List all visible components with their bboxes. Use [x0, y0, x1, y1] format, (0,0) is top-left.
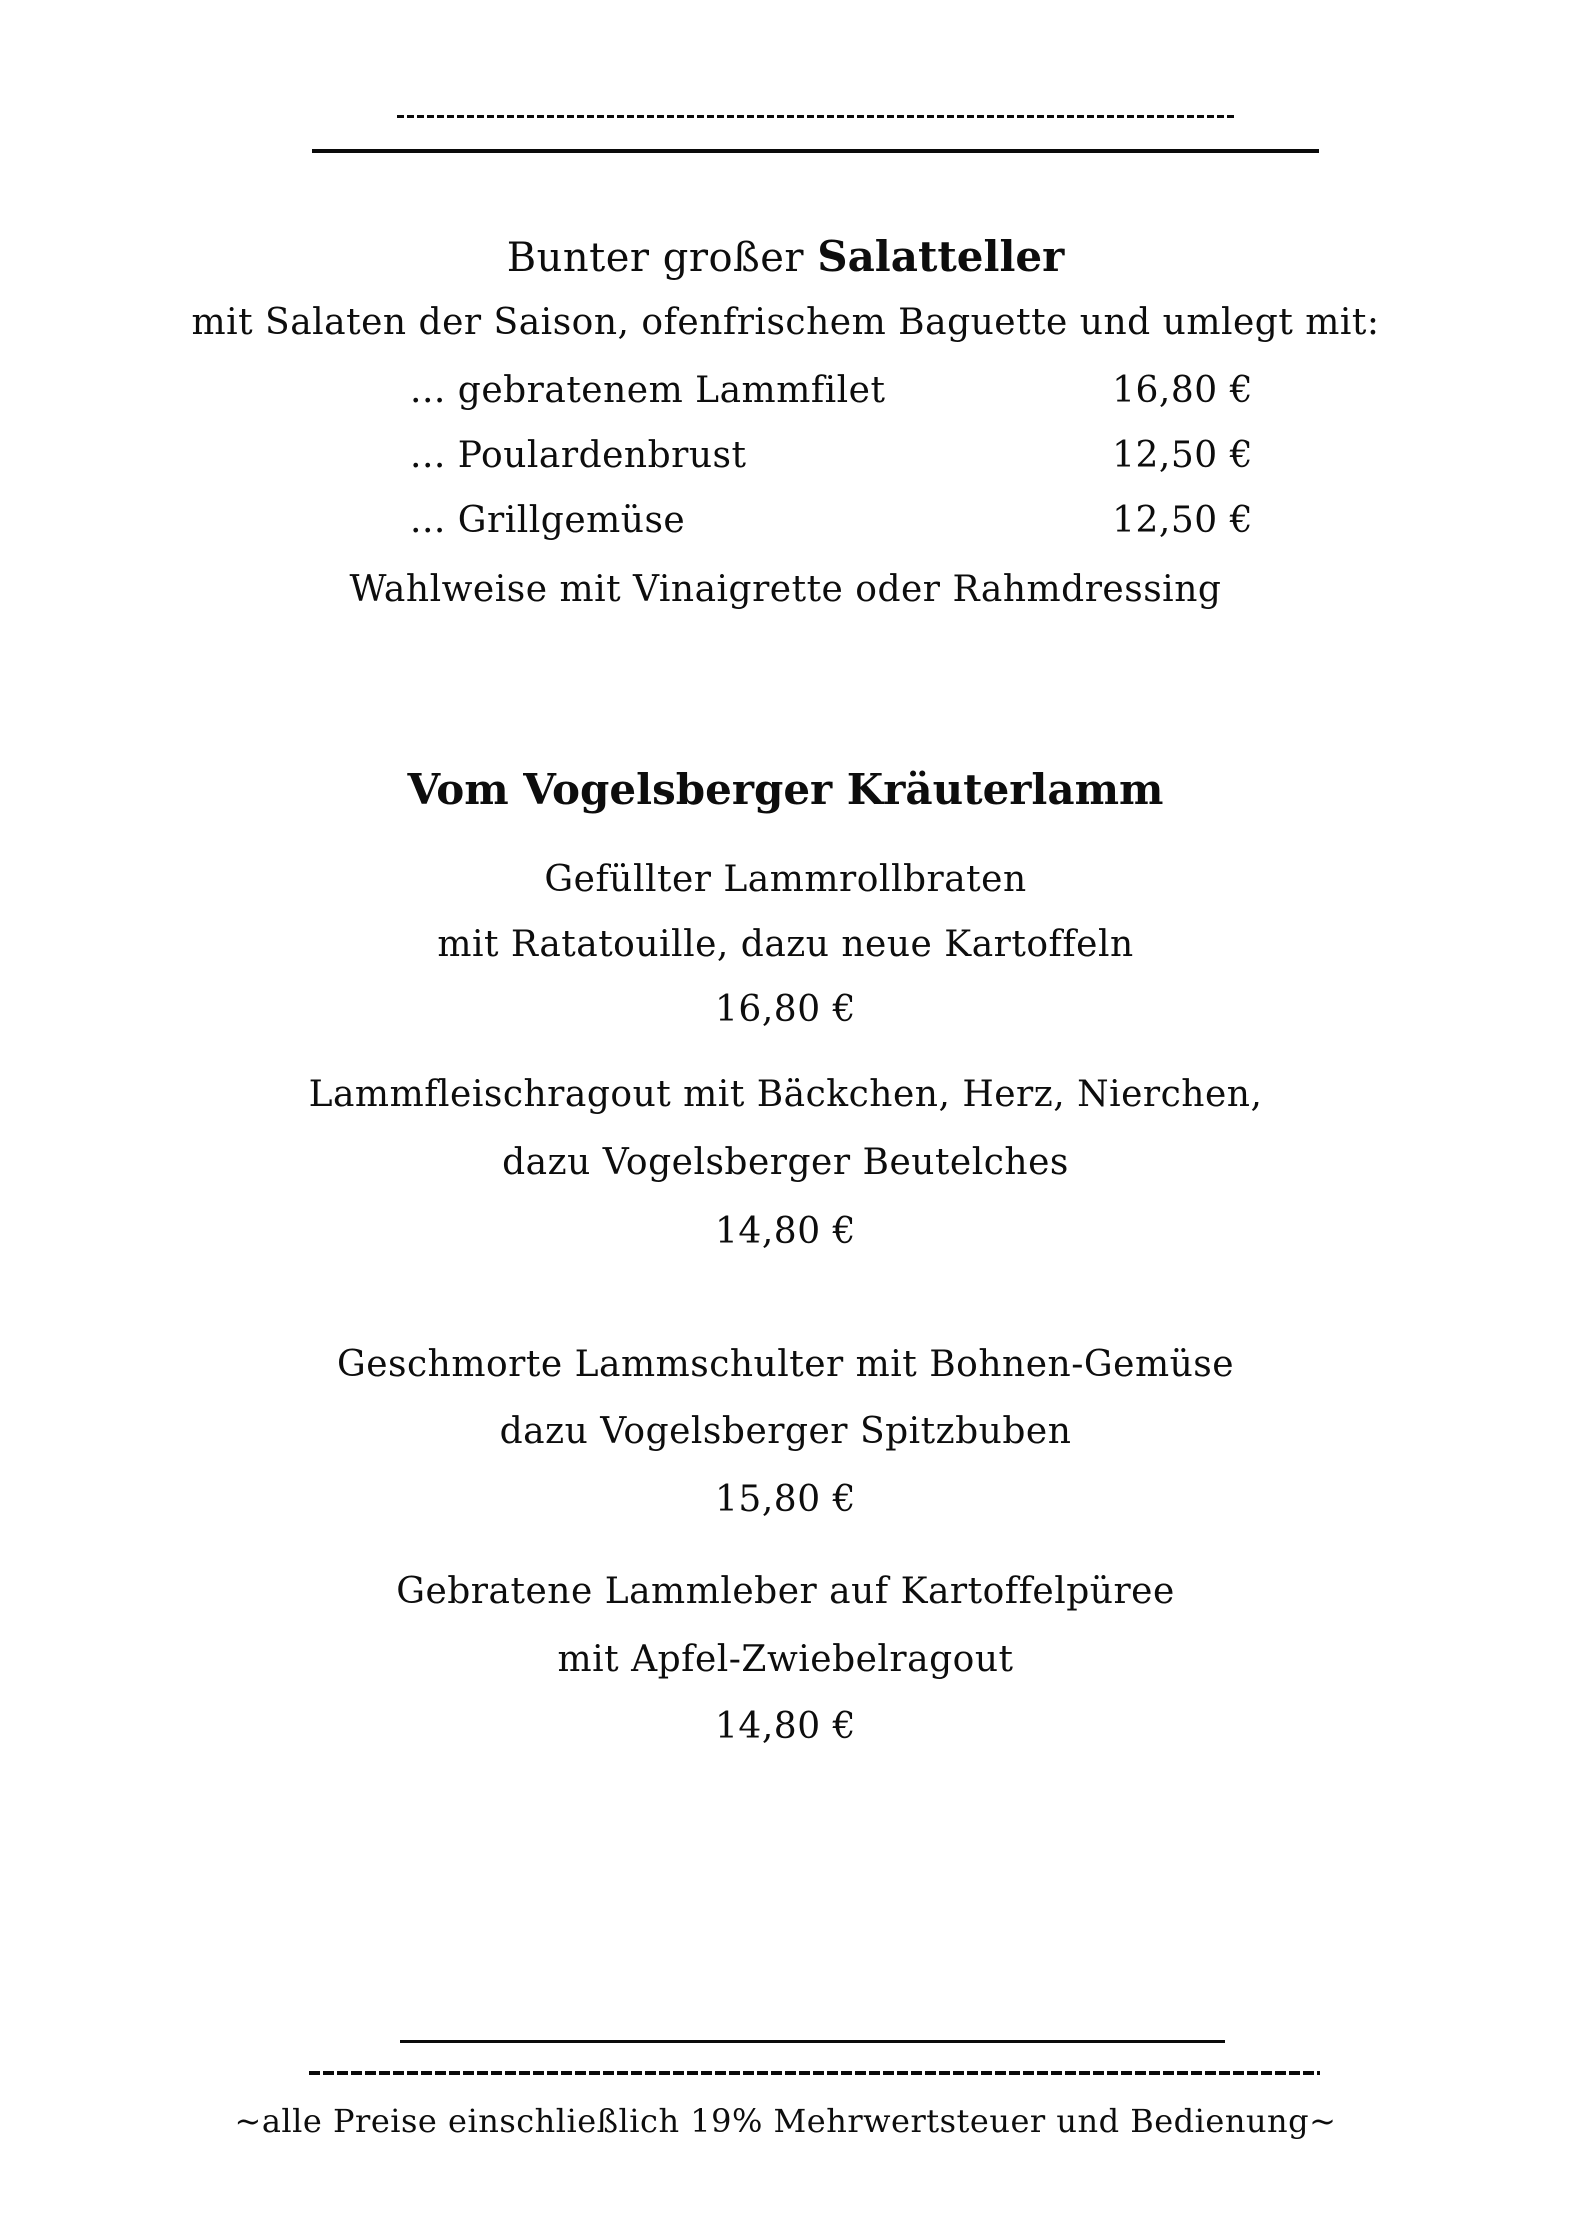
salad-section-title [0, 227, 1571, 288]
dish-price: 16,80 € [715, 989, 856, 1030]
salad-dressing-note: Wahlweise mit Vinaigrette oder Rahmdressing [349, 569, 1222, 610]
dish-line1: Lammfleischragout mit Bäckchen, Herz, Nierchen, [308, 1074, 1263, 1115]
top-divider-solid [312, 149, 1319, 153]
salad-item-price: 16,80 € [1112, 370, 1253, 411]
salad-title-regular: Bunter großer [506, 235, 818, 281]
dish-price: 15,80 € [715, 1479, 856, 1520]
salad-item-label: ... Poulardenbrust [410, 435, 747, 476]
salad-item-price: 12,50 € [1112, 500, 1253, 541]
salad-item-row [410, 368, 1253, 414]
dish-line2: dazu Vogelsberger Spitzbuben [499, 1411, 1072, 1452]
lamb-section-title: Vom Vogelsberger Kräuterlamm [407, 765, 1164, 814]
dish-line1: Gebratene Lammleber auf Kartoffelpüree [396, 1571, 1175, 1612]
dish-line2: mit Apfel-Zwiebelragout [557, 1639, 1014, 1680]
dish-line1: Gefüllter Lammrollbraten [544, 859, 1027, 900]
footer-tax-note: ~alle Preise einschließlich 19% Mehrwertsteuer und Bedienung~ [234, 2102, 1337, 2140]
dish-line2: mit Ratatouille, dazu neue Kartoffeln [437, 924, 1134, 965]
salad-item-label: ... Grillgemüse [410, 500, 686, 541]
salad-item-row [410, 498, 1253, 544]
salad-item-list [410, 368, 1253, 544]
salad-title-bold: Salatteller [817, 232, 1065, 281]
top-divider-dashed [397, 115, 1235, 118]
salad-item-row [410, 433, 1253, 479]
dish-line1: Geschmorte Lammschulter mit Bohnen-Gemüse [336, 1344, 1235, 1385]
salad-section-subtitle: mit Salaten der Saison, ofenfrischem Baguette und umlegt mit: [191, 302, 1380, 343]
bottom-divider-solid [400, 2040, 1225, 2043]
salad-item-label: ... gebratenem Lammfilet [410, 370, 886, 411]
dish-line2: dazu Vogelsberger Beutelches [502, 1142, 1069, 1183]
dish-price: 14,80 € [715, 1211, 856, 1252]
dish-price: 14,80 € [715, 1706, 856, 1747]
bottom-divider-dashed [309, 2071, 1320, 2075]
salad-item-price: 12,50 € [1112, 435, 1253, 476]
